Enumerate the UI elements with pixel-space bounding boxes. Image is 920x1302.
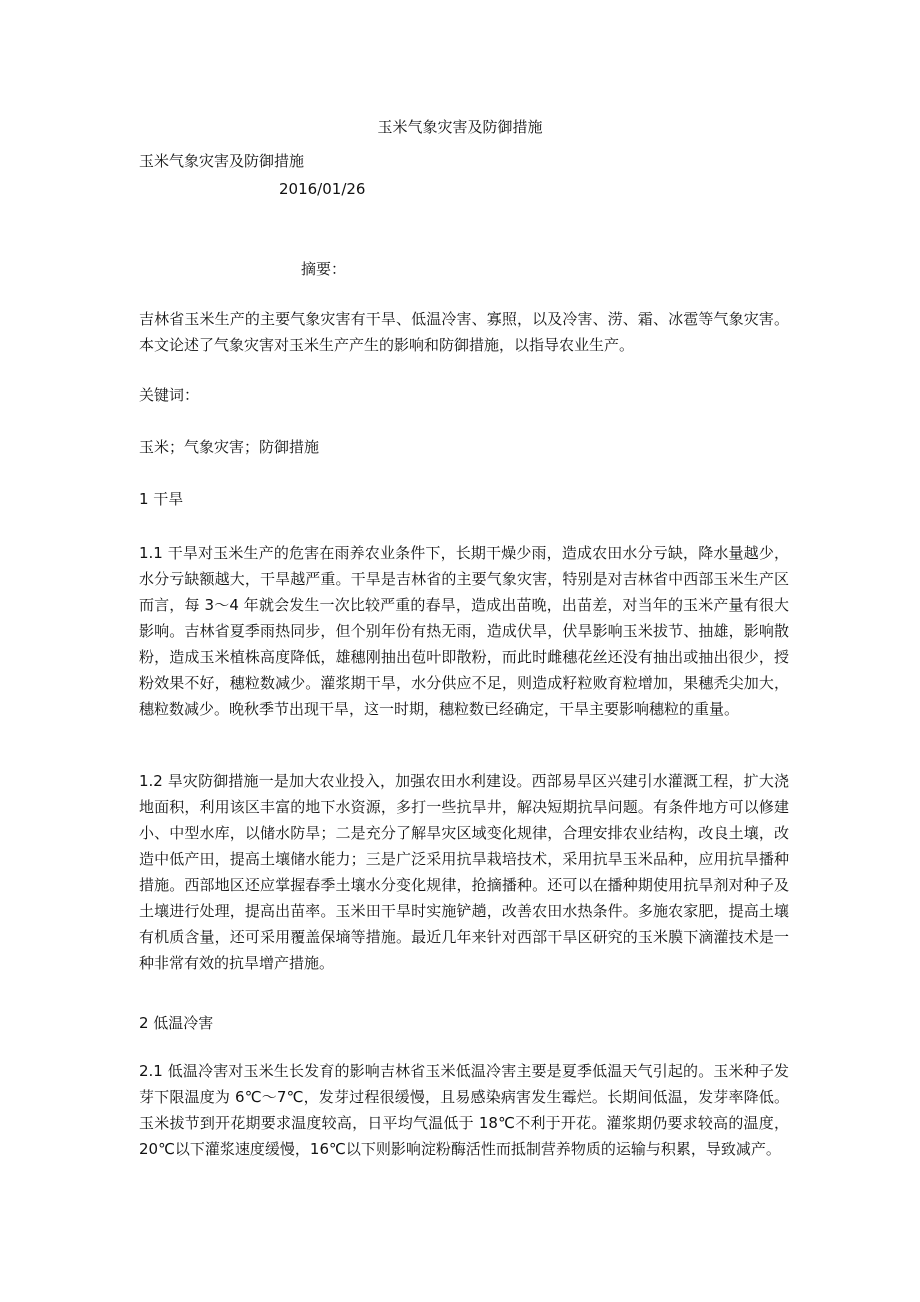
section-2-heading: 2 低温冷害 [139, 1014, 214, 1032]
keywords-text: 玉米；气象灾害；防御措施 [139, 438, 320, 456]
document-subtitle: 玉米气象灾害及防御措施 [139, 152, 305, 170]
document-date: 2016/01/26 [279, 180, 366, 198]
section-2-1-paragraph: 2.1 低温冷害对玉米生长发育的影响吉林省玉米低温冷害主要是夏季低温天气引起的。玉米种子发芽下限温度为 6℃～7℃，发芽过程很缓慢，且易感染病害发生霉烂。长期间低温，发芽率降低。玉米拔节到开花期要求温度较高，日平均气温低于 18℃不利于开花。灌浆期仍要求较高的温度，20℃以下灌浆速度缓慢，16℃以下则影响淀粉酶活性而抵制营养物质的运输与积累，导致减产。 [139, 1062, 789, 1158]
section-1-1-paragraph: 1.1 干旱对玉米生产的危害在雨养农业条件下，长期干燥少雨，造成农田水分亏缺，降水量越少，水分亏缺额越大，干旱越严重。干旱是吉林省的主要气象灾害，特别是对吉林省中西部玉米生产区而言，每 3～4 年就会发生一次比较严重的春旱，造成出苗晚，出苗差，对当年的玉米产量有很大影响。吉林省夏季雨热同步，但个别年份有热无雨，造成伏旱，伏旱影响玉米拔节、抽雄，影响散粉，造成玉米植株高度降低，雄穗刚抽出苞叶即散粉，而此时雌穗花丝还没有抽出或抽出很少，授粉效果不好，穗粒数减少。灌浆期干旱，水分供应不足，则造成籽粒败育粒增加，果穗秃尖加大，穗粒数减少。晚秋季节出现干旱，这一时期，穗粒数已经确定，干旱主要影响穗粒的重量。 [139, 544, 789, 718]
section-1-heading: 1 干旱 [139, 490, 184, 508]
abstract-text: 吉林省玉米生产的主要气象灾害有干旱、低温冷害、寡照，以及冷害、涝、霜、冰雹等气象灾害。本文论述了气象灾害对玉米生产产生的影响和防御措施，以指导农业生产。 [139, 310, 789, 354]
abstract-label: 摘要： [301, 260, 347, 278]
keywords-label: 关键词： [139, 386, 200, 404]
page-title: 玉米气象灾害及防御措施 [377, 118, 543, 136]
section-1-2-paragraph: 1.2 旱灾防御措施一是加大农业投入，加强农田水利建设。西部易旱区兴建引水灌溉工程，扩大浇地面积，利用该区丰富的地下水资源，多打一些抗旱井，解决短期抗旱问题。有条件地方可以修建小、中型水库，以储水防旱；二是充分了解旱灾区域变化规律，合理安排农业结构，改良土壤，改造中低产田，提高土壤储水能力；三是广泛采用抗旱栽培技术，采用抗旱玉米品种，应用抗旱播种措施。西部地区还应掌握春季土壤水分变化规律，抢摘播种。还可以在播种期使用抗旱剂对种子及土壤进行处理，提高出苗率。玉米田干旱时实施铲趟，改善农田水热条件。多施农家肥，提高土壤有机质含量，还可采用覆盖保墒等措施。最近几年来针对西部干旱区研究的玉米膜下滴灌技术是一种非常有效的抗旱增产措施。 [139, 772, 789, 972]
